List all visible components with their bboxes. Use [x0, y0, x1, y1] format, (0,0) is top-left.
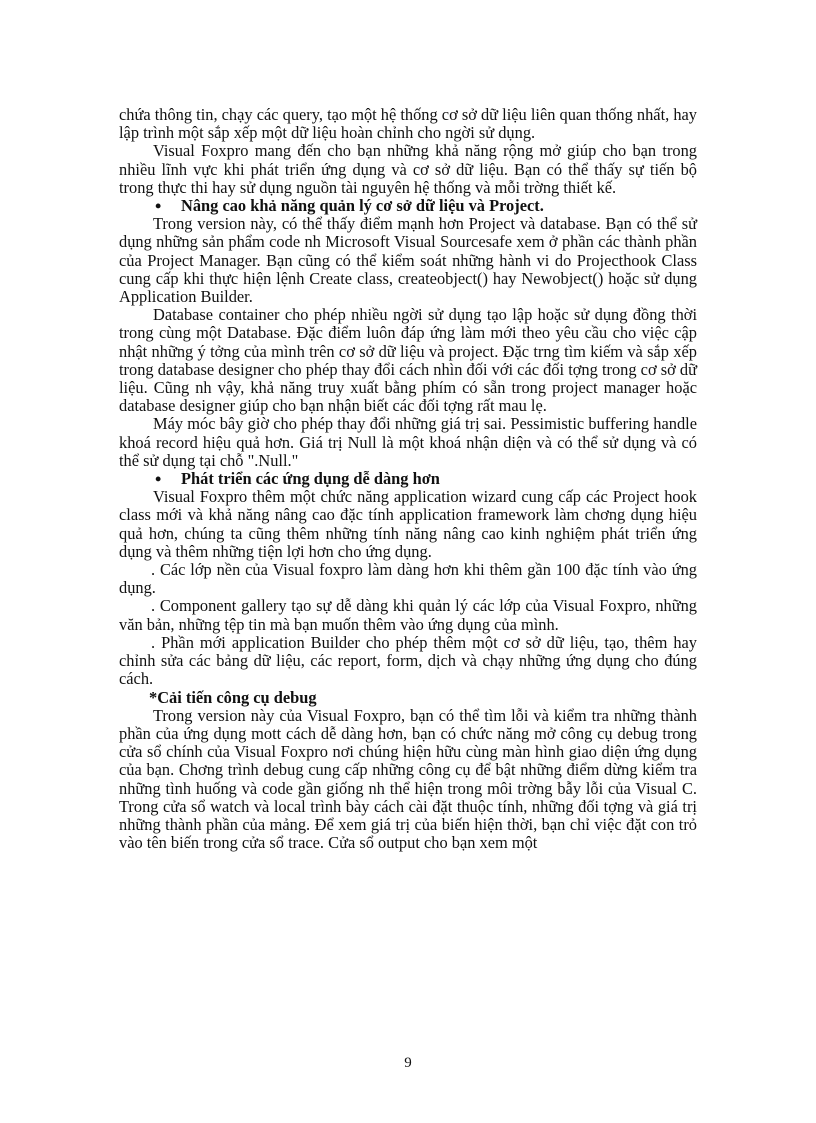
heading-text: Nâng cao khả năng quản lý cơ sở dữ liệu và Project. — [181, 196, 544, 216]
paragraph-9: . Phần mới application Builder cho phép thêm một cơ sở dữ liệu, tạo, thêm hay chỉnh sửa các bảng dữ liệu, các report, form, dịch và chạy những ứng dụng cho đúng cách. — [119, 632, 697, 689]
heading-database-project — [119, 197, 697, 215]
paragraph-7: . Các lớp nền của Visual foxpro làm dàng hơn khi thêm gần 100 đặc tính vào ứng dụng. — [119, 560, 697, 598]
paragraph-3: Trong version này, có thể thấy điểm mạnh hơn Project và database. Bạn có thể sử dụng những sản phẩm code nh Microsoft Visual Sourcesafe xem ở phần các thành phần của Project Manager. Bạn cũng có thể kiểm soát những hành vi do Projecthook Class cung cấp khi thực hiện lệnh Create class, createobject() hay Newobject() hoặc sử dụng Application Builder. — [119, 214, 697, 307]
paragraph-4: Database container cho phép nhiều ngời sử dụng tạo lập hoặc sử dụng đồng thời trong cùng một Database. Đặc điểm luôn đáp ứng làm mới theo yêu cầu cho việc cập nhật những ý tởng của mình trên cơ sở dữ liệu và project. Đặc trng tìm kiếm và sắp xếp trong database designer cho phép thay đổi cách nhìn đối với các đối tợng trong cơ sở dữ liệu. Cũng nh vậy, khả năng truy xuất bằng phím có sẵn trong project manager hoặc database designer giúp cho bạn nhận biết các đối tợng rất mau lẹ. — [119, 305, 697, 416]
paragraph-5: Máy móc bây giờ cho phép thay đổi những giá trị sai. Pessimistic buffering handle khoá record hiệu quả hơn. Giá trị Null là một khoá nhận diện và có thể sử dụng và có thể sử dụng tại chỗ ".Null." — [119, 414, 697, 470]
heading-text: Phát triển các ứng dụng dễ dàng hơn — [181, 469, 440, 489]
paragraph-8: . Component gallery tạo sự dễ dàng khi quản lý các lớp của Visual Foxpro, những văn bản, những tệp tin mà bạn muốn thêm vào ứng dụng của mình. — [119, 596, 697, 634]
page-number: 9 — [404, 1055, 412, 1071]
paragraph-1: chứa thông tin, chạy các query, tạo một hệ thống cơ sở dữ liệu liên quan thống nhất, hay lập trình một sắp xếp một dữ liệu hoàn chỉnh cho ngời sử dụng. — [119, 105, 697, 143]
heading-app-development — [119, 470, 697, 488]
paragraph-10: Trong version này của Visual Foxpro, bạn có thể tìm lỗi và kiểm tra những thành phần của ứng dụng mott cách dễ dàng hơn, bạn có chức năng mở công cụ debug trong cửa sổ chính của Visual Foxpro nơi chúng hiện hữu cùng màn hình giao diện ứng dụng của bạn. Chơng trình debug cung cấp những công cụ để bật những điểm dừng kiểm tra những tình huống và code gần giống nh thể hiện trong môi trờng bẫy lỗi của Visual C. Trong cửa sổ watch và local trình bày cách cài đặt thuộc tính, những đối tợng và giá trị những thành phần của mảng. Để xem giá trị của biến hiện thời, bạn chỉ việc đặt con trỏ vào tên biến trong cửa sổ trace. Cửa sổ output cho bạn xem một — [119, 705, 697, 853]
paragraph-6: Visual Foxpro thêm một chức năng application wizard cung cấp các Project hook class mới và khả năng nâng cao đặc tính application framework làm chơng dụng hiệu quả hơn, chúng ta cũng thêm những tính năng nâng cao kinh nghiệm phát triển ứng dụng và thêm những tiện lợi hơn cho ứng dụng. — [119, 487, 697, 561]
bullet-icon: • — [155, 469, 162, 490]
heading-debug: *Cải tiến công cụ debug — [149, 687, 317, 707]
page-body — [119, 106, 697, 852]
bullet-icon: • — [155, 196, 162, 217]
paragraph-2: Visual Foxpro mang đến cho bạn những khả năng rộng mở giúp cho bạn trong nhiều lĩnh vực khi phát triển ứng dụng và cơ sở dữ liệu. Bạn có thể thấy sự tiến bộ trong thực thi hay sử dụng nguồn tài nguyên hệ thống và mỗi trờng thiết kế. — [119, 141, 697, 197]
